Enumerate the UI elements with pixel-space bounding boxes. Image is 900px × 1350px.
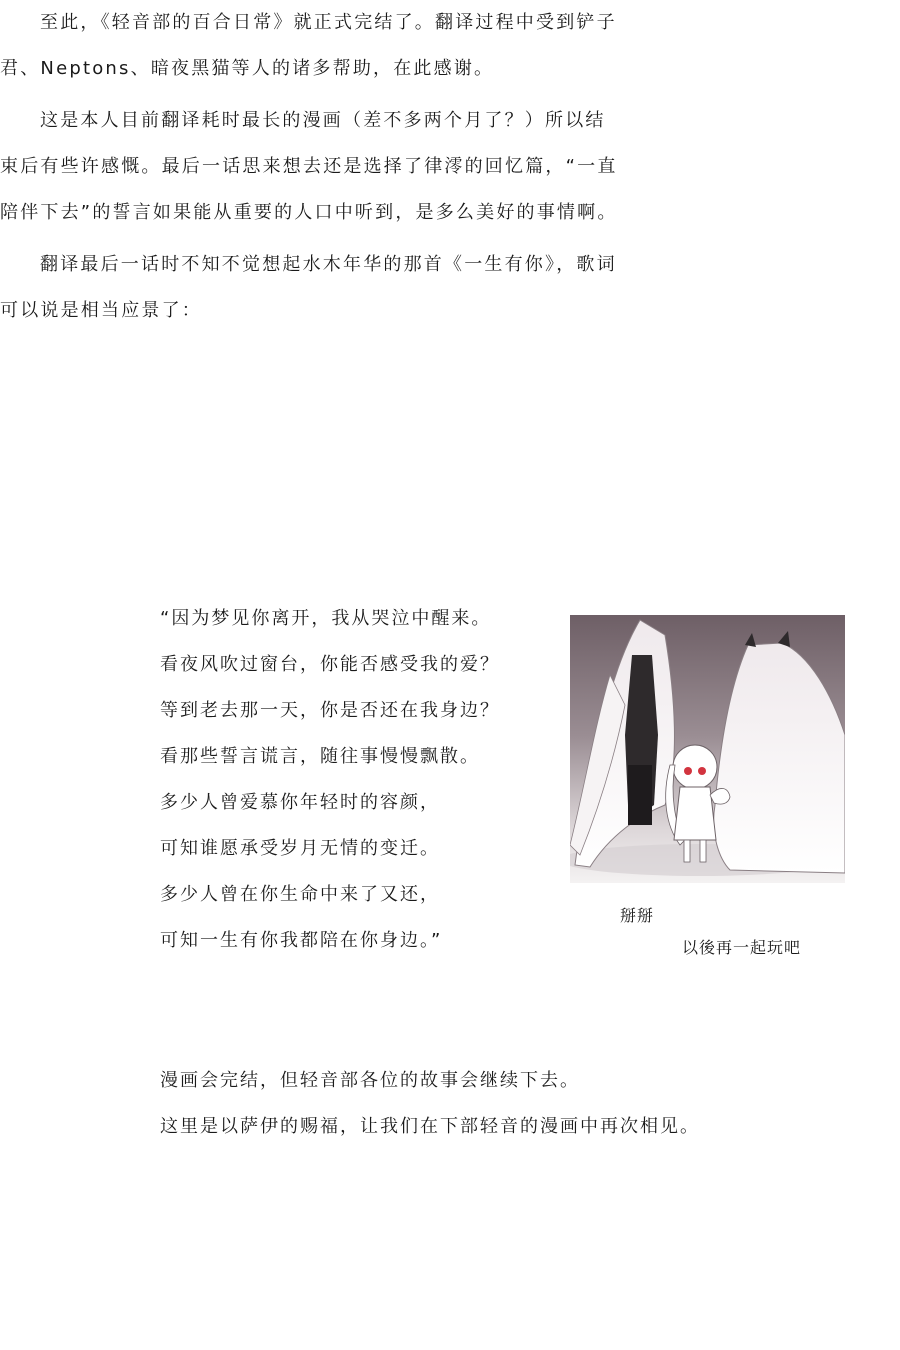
lyrics-line: “因为梦见你离开，我从哭泣中醒来。 xyxy=(160,608,492,629)
intro-paragraph-3: 翻译最后一话时不知不觉想起水木年华的那首《一生有你》，歌词可以说是相当应景了： xyxy=(0,254,617,321)
lyrics-line: 多少人曾爱慕你年轻时的容颜， xyxy=(160,792,440,813)
outro-section xyxy=(160,1058,800,1150)
intro-paragraph-2: 这是本人目前翻译耗时最长的漫画（差不多两个月了？）所以结束后有些许感慨。最后一话思来想去还是选择了律澪的回忆篇，“一直陪伴下去”的誓言如果能从重要的人口中听到，是多么美好的事情啊。 xyxy=(0,110,618,223)
figure-caption-bye: 掰掰 xyxy=(620,906,655,925)
outro-line: 这里是以萨伊的赐福，让我们在下部轻音的漫画中再次相见。 xyxy=(160,1116,700,1137)
lyrics-line: 可知谁愿承受岁月无情的变迁。 xyxy=(160,838,440,859)
manga-figure xyxy=(570,615,845,965)
lyrics-line: 看那些誓言谎言，随往事慢慢飘散。 xyxy=(160,746,480,767)
lyrics-line: 可知一生有你我都陪在你身边。” xyxy=(160,930,443,951)
lyrics-block xyxy=(160,596,560,964)
figure-caption-play-again: 以後再一起玩吧 xyxy=(682,938,802,957)
outro-line: 漫画会完结，但轻音部各位的故事会继续下去。 xyxy=(160,1070,580,1091)
lyrics-line: 等到老去那一天，你是否还在我身边？ xyxy=(160,700,500,721)
lyrics-line: 多少人曾在你生命中来了又还， xyxy=(160,884,440,905)
intro-paragraph-1: 至此，《轻音部的百合日常》就正式完结了。翻译过程中受到铲子君、Neptons、暗夜黑猫等人的诸多帮助，在此感谢。 xyxy=(0,12,617,79)
lyrics-line: 看夜风吹过窗台，你能否感受我的爱？ xyxy=(160,654,500,675)
manga-illustration xyxy=(570,615,845,883)
intro-section xyxy=(0,0,620,334)
